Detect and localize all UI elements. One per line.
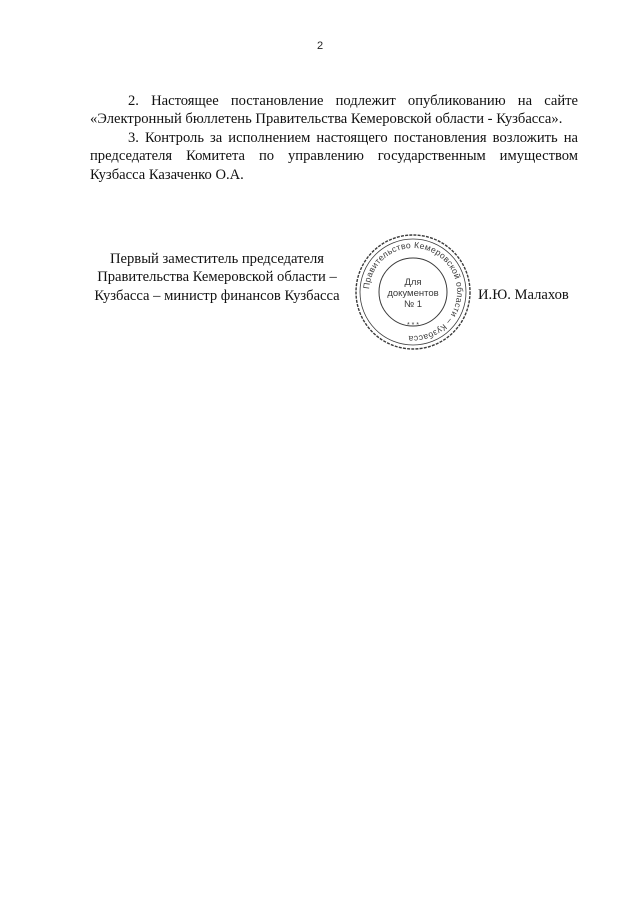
paragraph-line: «Электронный бюллетень Правительства Кемеровской области - [90, 111, 493, 128]
signer-position-line: Первый заместитель председателя [109, 251, 325, 267]
signer-position [84, 250, 350, 305]
paragraph-line: 2. Настоящее постановление подлежит опубликованию на сайте [128, 93, 578, 109]
signer-name: И.Ю. Малахов [478, 287, 569, 303]
paragraph-publication [90, 92, 578, 129]
seal-ring-text: Правительство Кемеровской области – Кузбасса [361, 239, 466, 345]
page-number: 2 [316, 40, 324, 52]
seal-center-line: № 1 [403, 299, 423, 310]
seal-center-line: Для [404, 277, 422, 288]
paragraph-line: Кузбасса Казаченко О.А. [90, 166, 244, 183]
paragraph-control [90, 129, 578, 184]
paragraph-line: Кузбасса». [496, 111, 563, 128]
seal-icon [354, 233, 472, 351]
official-seal [354, 233, 472, 351]
paragraph-line: 3. Контроль за исполнением настоящего постановления возложить [128, 129, 558, 146]
signer-position-line: Правительства Кемеровской области – [97, 269, 337, 286]
document-body [90, 92, 578, 184]
signer-position-line: Кузбасса – министр финансов Кузбасса [94, 287, 340, 304]
seal-stars: * * * [406, 322, 420, 329]
paragraph-line: на председателя Комитета по управлению государственным имуществом [90, 129, 578, 165]
seal-center-line: документов [387, 288, 439, 299]
